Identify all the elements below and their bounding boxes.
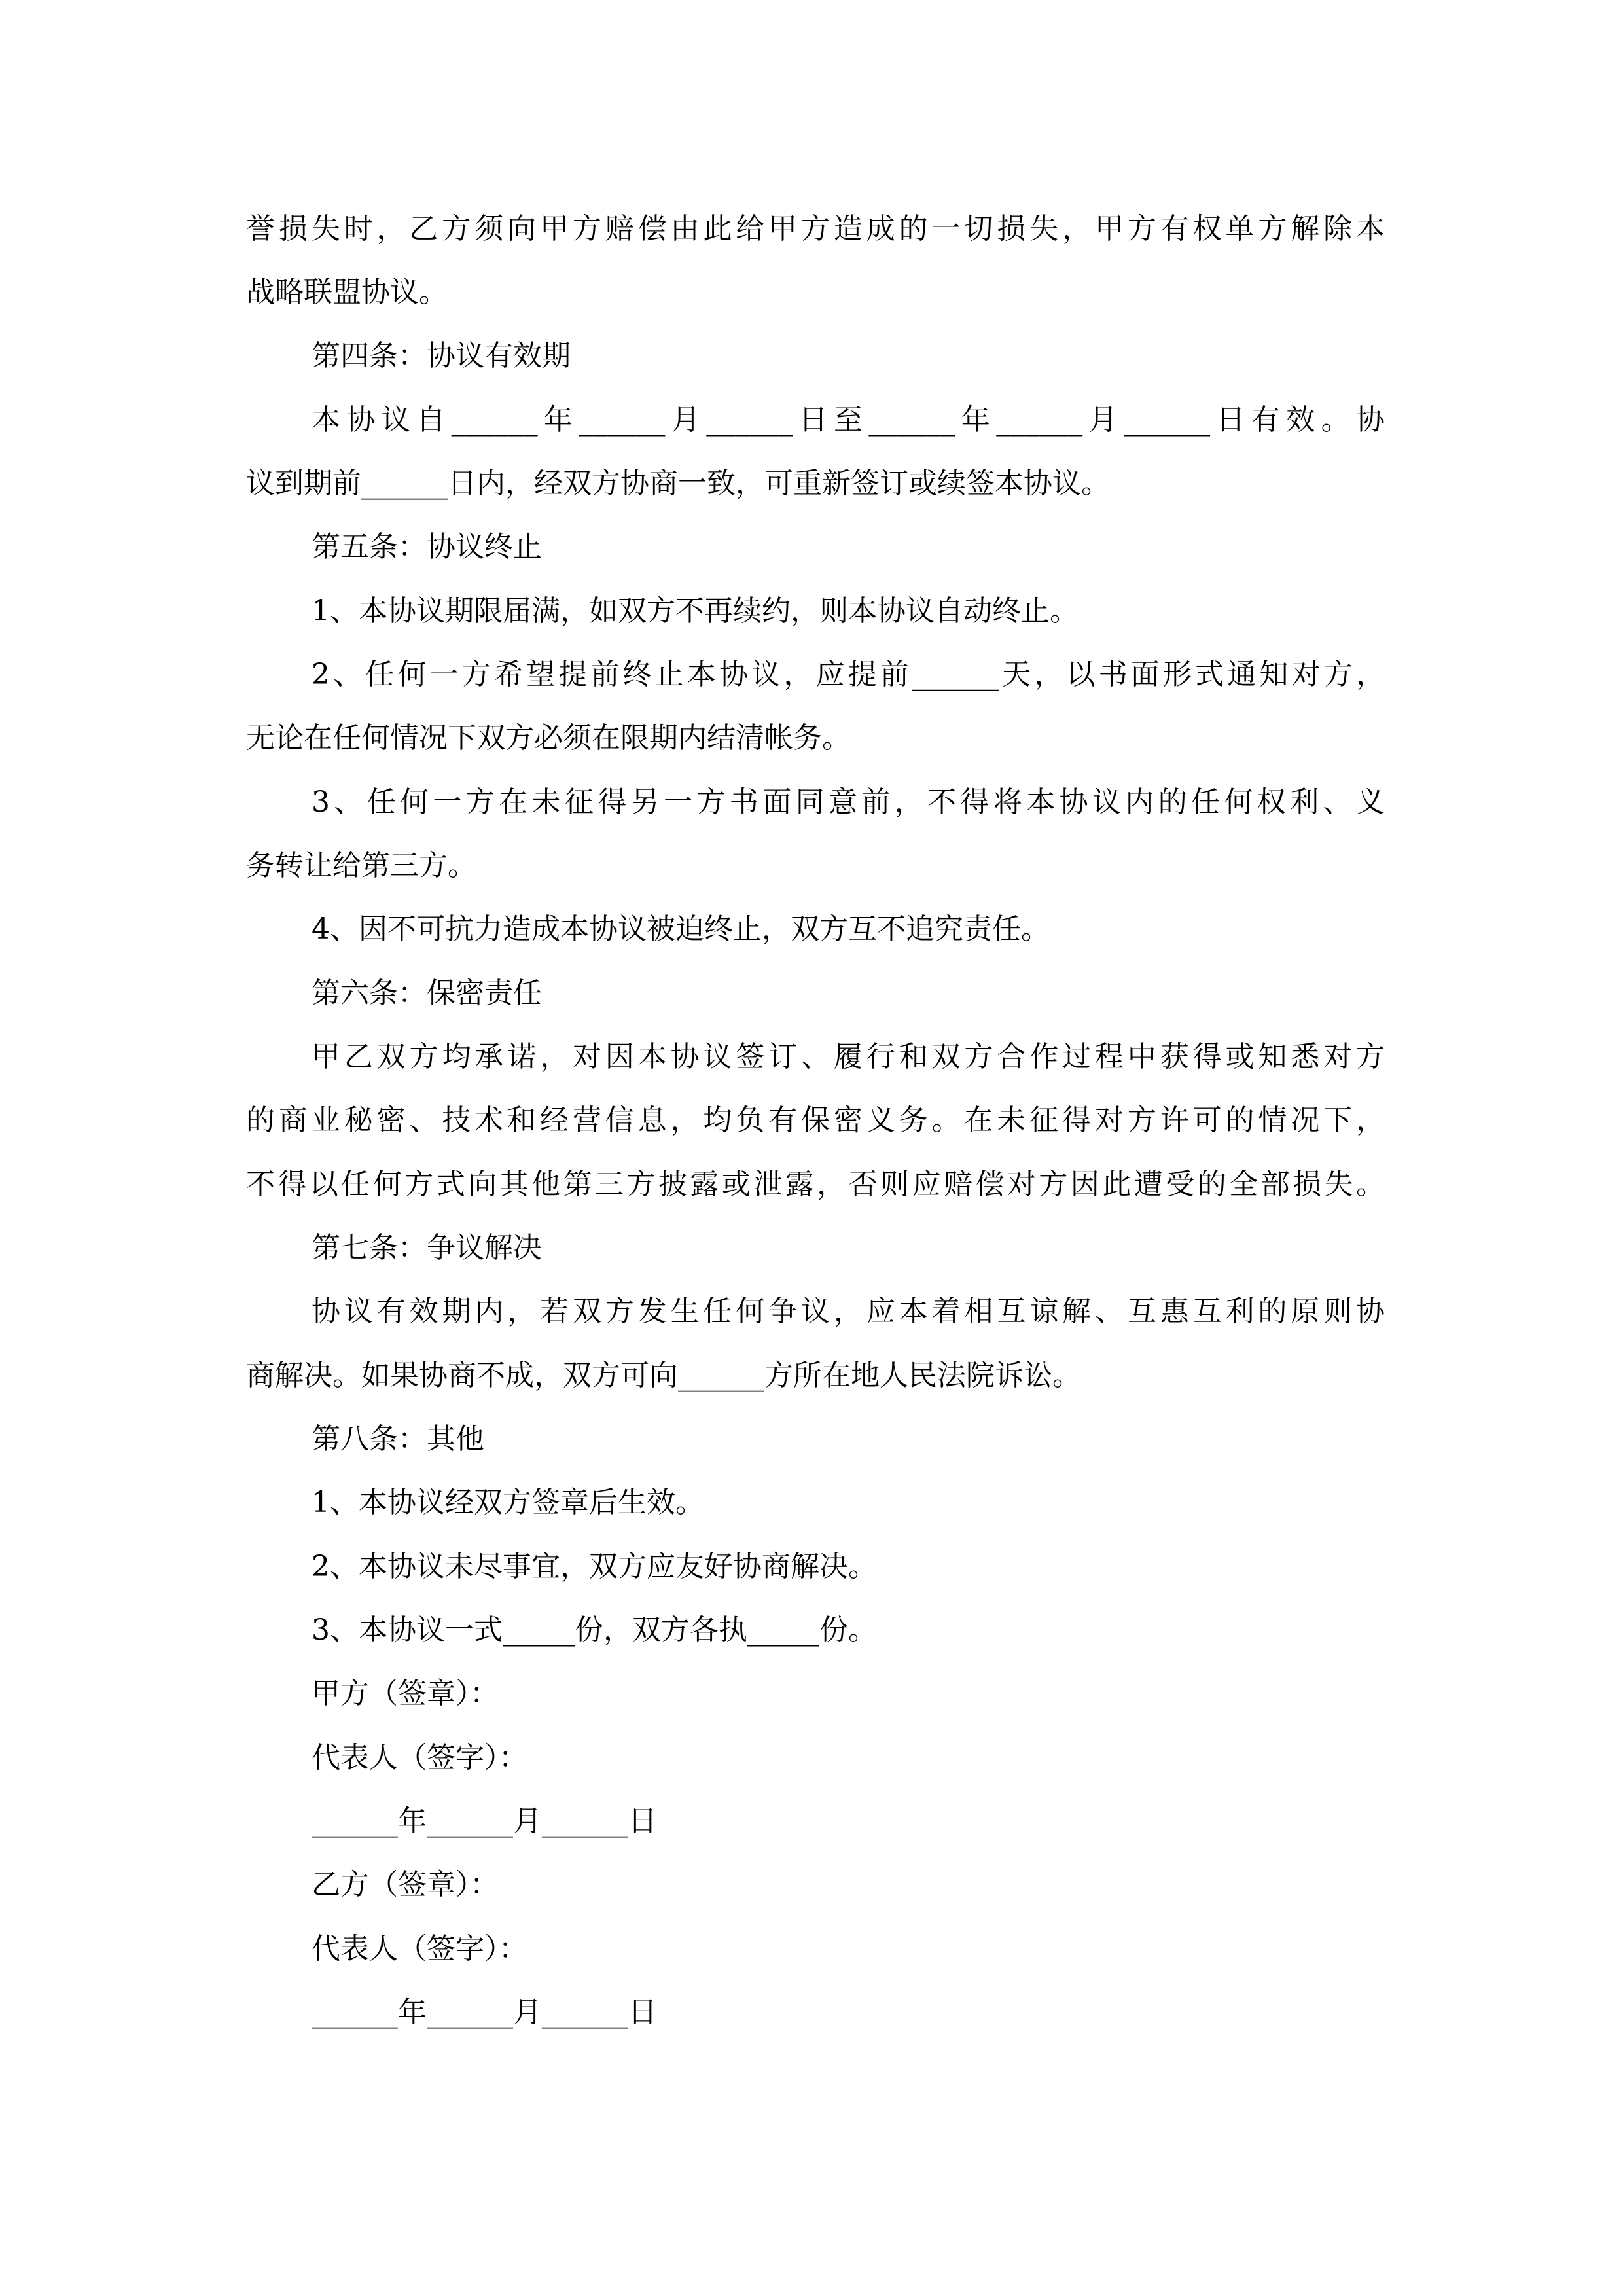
text-line: 誉损失时，乙方须向甲方赔偿由此给甲方造成的一切损失，甲方有权单方解除本 [246, 212, 1385, 245]
section-heading: 第五条：协议终止 [312, 530, 542, 564]
section-heading: 第七条：争议解决 [312, 1231, 542, 1265]
text-line: 甲乙双方均承诺，对因本协议签订、履行和双方合作过程中获得或知悉对方 [312, 1040, 1385, 1073]
text-line: 4、因不可抗力造成本协议被迫终止，双方互不追究责任。 [312, 912, 1050, 946]
text-line: 2、任何一方希望提前终止本协议，应提前______天，以书面形式通知对方， [312, 658, 1385, 691]
section-heading: 第四条：协议有效期 [312, 339, 571, 372]
text-line: 议到期前______日内，经双方协商一致，可重新签订或续签本协议。 [246, 467, 1110, 500]
text-line: 战略联盟协议。 [246, 276, 448, 309]
text-line: 3、任何一方在未征得另一方书面同意前，不得将本协议内的任何权利、义 [312, 785, 1385, 819]
text-line: 1、本协议经双方签章后生效。 [312, 1486, 704, 1519]
text-line: 1、本协议期限届满，如双方不再续约，则本协议自动终止。 [312, 594, 1079, 628]
text-line: 2、本协议未尽事宜，双方应友好协商解决。 [312, 1550, 877, 1583]
text-line: 不得以任何方式向其他第三方披露或泄露，否则应赔偿对方因此遭受的全部损失。 [246, 1168, 1385, 1201]
text-line: 的商业秘密、技术和经营信息，均负有保密义务。在未征得对方许可的情况下， [246, 1103, 1385, 1137]
party-b-seal-label: 乙方（签章）： [312, 1868, 499, 1901]
party-a-date-line: ______年______月______日 [312, 1804, 657, 1838]
party-b-date-line: ______年______月______日 [312, 1996, 657, 2029]
section-heading: 第六条：保密责任 [312, 977, 542, 1010]
party-a-seal-label: 甲方（签章）： [312, 1677, 499, 1710]
section-heading: 第八条：其他 [312, 1422, 484, 1456]
party-a-representative-label: 代表人（签字）： [312, 1741, 527, 1774]
text-line: 3、本协议一式_____份，双方各执_____份。 [312, 1613, 877, 1647]
text-line: 务转让给第三方。 [246, 849, 476, 882]
text-line: 协议有效期内，若双方发生任何争议，应本着相互谅解、互惠互利的原则协 [312, 1295, 1385, 1328]
text-line: 本协议自______年______月______日至______年______月______日有效。协 [312, 403, 1385, 437]
party-b-representative-label: 代表人（签字）： [312, 1932, 527, 1965]
text-line: 无论在任何情况下双方必须在限期内结清帐务。 [246, 721, 851, 755]
text-line: 商解决。如果协商不成，双方可向______方所在地人民法院诉讼。 [246, 1359, 1081, 1392]
